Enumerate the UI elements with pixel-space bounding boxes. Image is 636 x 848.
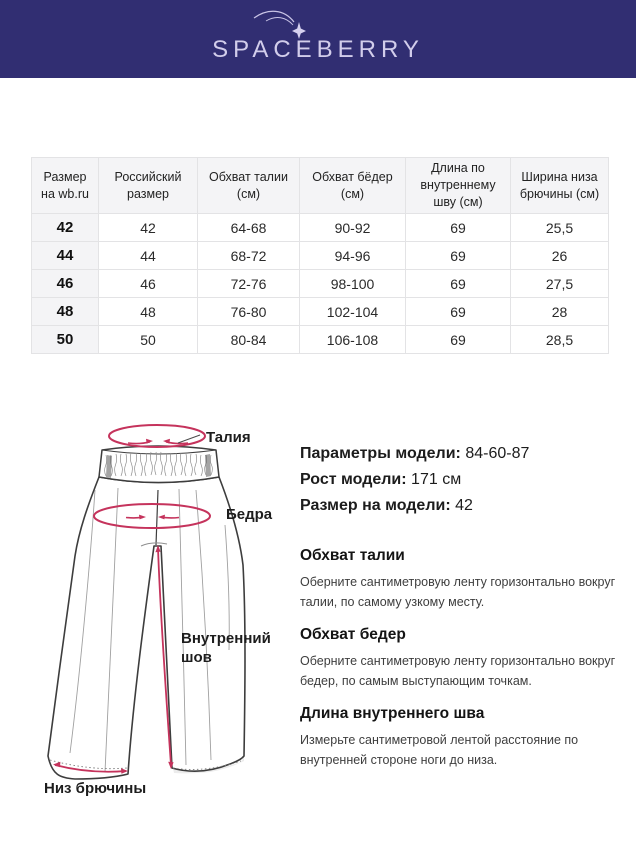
guide-inseam bbox=[300, 704, 620, 770]
table-row bbox=[32, 270, 609, 298]
guide-hips-text: Оберните сантиметровую ленту горизонтально вокруг бедер, по самым выступающим точкам. bbox=[300, 654, 616, 688]
table-cell: 46 bbox=[99, 270, 198, 298]
guide-waist-text: Оберните сантиметровую ленту горизонтально вокруг талии, по самому узкому месту. bbox=[300, 575, 616, 609]
table-cell: 28 bbox=[511, 298, 609, 326]
pants-sketch bbox=[48, 446, 245, 779]
waist-label: Талия bbox=[206, 429, 251, 446]
model-params-line bbox=[300, 441, 529, 467]
guide-hips bbox=[300, 625, 620, 691]
table-cell: 44 bbox=[32, 242, 99, 270]
table-cell: 69 bbox=[406, 270, 511, 298]
table-row bbox=[32, 326, 609, 354]
col-header-hem-width: Ширина низа брючины (см) bbox=[511, 158, 609, 214]
table-row bbox=[32, 214, 609, 242]
table-cell: 27,5 bbox=[511, 270, 609, 298]
table-cell: 94-96 bbox=[300, 242, 406, 270]
table-row bbox=[32, 298, 609, 326]
table-cell: 76-80 bbox=[198, 298, 300, 326]
col-header-wb-size: Размер на wb.ru bbox=[32, 158, 99, 214]
col-header-inseam: Длина по внутреннему шву (см) bbox=[406, 158, 511, 214]
table-cell: 50 bbox=[32, 326, 99, 354]
size-table bbox=[31, 157, 609, 354]
table-cell: 69 bbox=[406, 242, 511, 270]
table-cell: 106-108 bbox=[300, 326, 406, 354]
brand-logo: SPACEBERRY bbox=[212, 36, 424, 63]
col-header-waist: Обхват талии (см) bbox=[198, 158, 300, 214]
hips-label: Бедра bbox=[226, 506, 273, 523]
table-row bbox=[32, 242, 609, 270]
table-cell: 44 bbox=[99, 242, 198, 270]
guide-waist bbox=[300, 546, 620, 612]
table-cell: 64-68 bbox=[198, 214, 300, 242]
table-cell: 48 bbox=[32, 298, 99, 326]
table-cell: 102-104 bbox=[300, 298, 406, 326]
size-table-wrap bbox=[31, 157, 609, 354]
model-info bbox=[300, 441, 529, 519]
model-height-label: Рост модели: bbox=[300, 471, 407, 488]
table-cell: 69 bbox=[406, 214, 511, 242]
table-header-row bbox=[32, 158, 609, 214]
model-height-value: 171 см bbox=[411, 471, 462, 488]
brand-band bbox=[0, 0, 636, 78]
model-size-line bbox=[300, 493, 529, 519]
table-cell: 68-72 bbox=[198, 242, 300, 270]
table-cell: 90-92 bbox=[300, 214, 406, 242]
guide-inseam-text: Измерьте сантиметровой лентой расстояние по внутренней стороне ноги до низа. bbox=[300, 733, 579, 767]
table-cell: 28,5 bbox=[511, 326, 609, 354]
table-cell: 72-76 bbox=[198, 270, 300, 298]
table-cell: 25,5 bbox=[511, 214, 609, 242]
guide-hips-title: Обхват бедер bbox=[300, 626, 406, 643]
hem-label: Низ брючины bbox=[44, 780, 147, 797]
table-cell: 50 bbox=[99, 326, 198, 354]
model-size-label: Размер на модели: bbox=[300, 497, 451, 514]
table-cell: 48 bbox=[99, 298, 198, 326]
measuring-guides bbox=[300, 546, 620, 783]
guide-waist-title: Обхват талии bbox=[300, 547, 405, 564]
model-params-label: Параметры модели: bbox=[300, 445, 461, 462]
table-cell: 80-84 bbox=[198, 326, 300, 354]
model-height-line bbox=[300, 467, 529, 493]
waist-measure-line bbox=[109, 425, 205, 447]
shooting-star-icon bbox=[250, 6, 310, 40]
table-cell: 98-100 bbox=[300, 270, 406, 298]
table-cell: 46 bbox=[32, 270, 99, 298]
table-cell: 42 bbox=[32, 214, 99, 242]
model-size-value: 42 bbox=[455, 497, 473, 514]
col-header-hips: Обхват бёдер (см) bbox=[300, 158, 406, 214]
table-cell: 69 bbox=[406, 326, 511, 354]
col-header-ru-size: Российский размер bbox=[99, 158, 198, 214]
guide-inseam-title: Длина внутреннего шва bbox=[300, 705, 485, 722]
table-cell: 69 bbox=[406, 298, 511, 326]
table-cell: 26 bbox=[511, 242, 609, 270]
inseam-label: Внутренний шов bbox=[181, 630, 271, 666]
table-cell: 42 bbox=[99, 214, 198, 242]
model-params-value: 84-60-87 bbox=[465, 445, 530, 462]
pants-diagram bbox=[0, 405, 310, 825]
